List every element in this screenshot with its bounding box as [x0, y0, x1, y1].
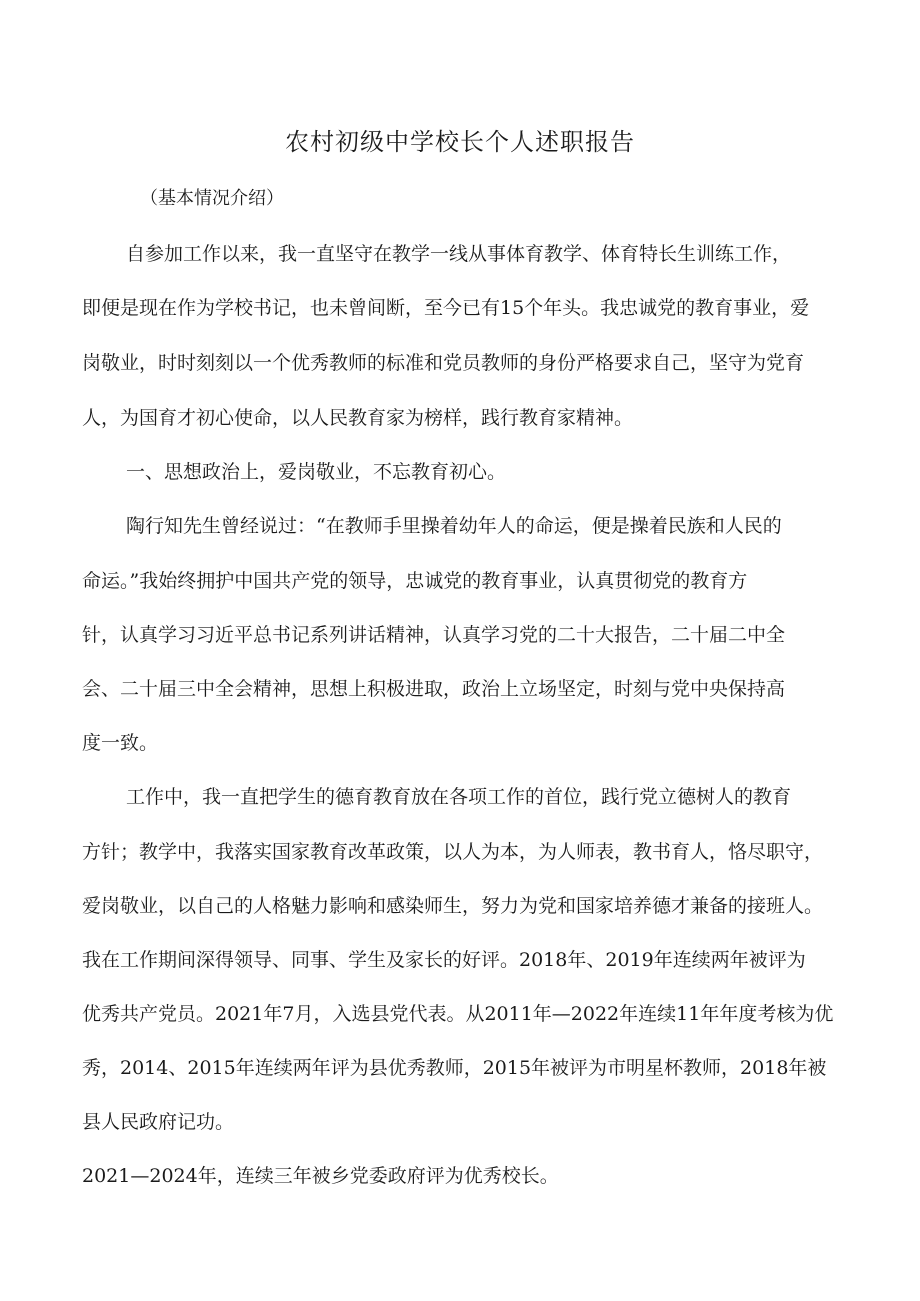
section-heading-1: 一、思想政治上，爱岗敬业，不忘教育初心。: [126, 461, 507, 483]
paragraph-2-line-3: 针，认真学习习近平总书记系列讲话精神，认真学习党的二十大报告，二十届二中全: [82, 624, 786, 646]
paragraph-3-line-5: 优秀共产党员。2021年7月，入选县党代表。从2011年—2022年连续11年年度考核为优: [82, 1003, 834, 1025]
paragraph-2-line-1: 陶行知先生曾经说过：“在教师手里操着幼年人的命运，便是操着民族和人民的: [126, 515, 782, 537]
paragraph-1-line-4: 人，为国育才初心使命，以人民教育家为榜样，践行教育家精神。: [82, 407, 634, 429]
document-subtitle: （基本情况介绍）: [140, 188, 284, 209]
paragraph-1-line-1: 自参加工作以来，我一直坚守在教学一线从事体育教学、体育特长生训练工作，: [126, 243, 792, 265]
document-title: 农村初级中学校长个人述职报告: [285, 128, 635, 156]
paragraph-1-line-2: 即便是现在作为学校书记，也未曾间断，至今已有15个年头。我忠诚党的教育事业，爱: [82, 297, 810, 319]
paragraph-1-line-3: 岗敬业，时时刻刻以一个优秀教师的标准和党员教师的身份严格要求自己，坚守为党育: [82, 352, 805, 374]
paragraph-3-line-6: 秀，2014、2015年连续两年评为县优秀教师，2015年被评为市明星杯教师，2018年被: [82, 1057, 827, 1079]
paragraph-2-line-5: 度一致。: [82, 732, 159, 754]
paragraph-3-line-1: 工作中，我一直把学生的德育教育放在各项工作的首位，践行党立德树人的教育: [126, 786, 792, 808]
paragraph-4-line-1: 2021—2024年，连续三年被乡党委政府评为优秀校长。: [82, 1165, 559, 1187]
paragraph-3-line-2: 方针；教学中，我落实国家教育改革政策，以人为本，为人师表，教书育人，恪尽职守，: [82, 841, 824, 863]
paragraph-3-line-7: 县人民政府记功。: [82, 1111, 235, 1133]
paragraph-3-line-3: 爱岗敬业，以自己的人格魅力影响和感染师生，努力为党和国家培养德才兼备的接班人。: [82, 895, 824, 917]
paragraph-2-line-4: 会、二十届三中全会精神，思想上积极进取，政治上立场坚定，时刻与党中央保持高: [82, 678, 786, 700]
paragraph-2-line-2: 命运。”我始终拥护中国共产党的领导，忠诚党的教育事业，认真贯彻党的教育方: [82, 570, 748, 592]
paragraph-3-line-4: 我在工作期间深得领导、同事、学生及家长的好评。2018年、2019年连续两年被评为: [82, 949, 806, 971]
